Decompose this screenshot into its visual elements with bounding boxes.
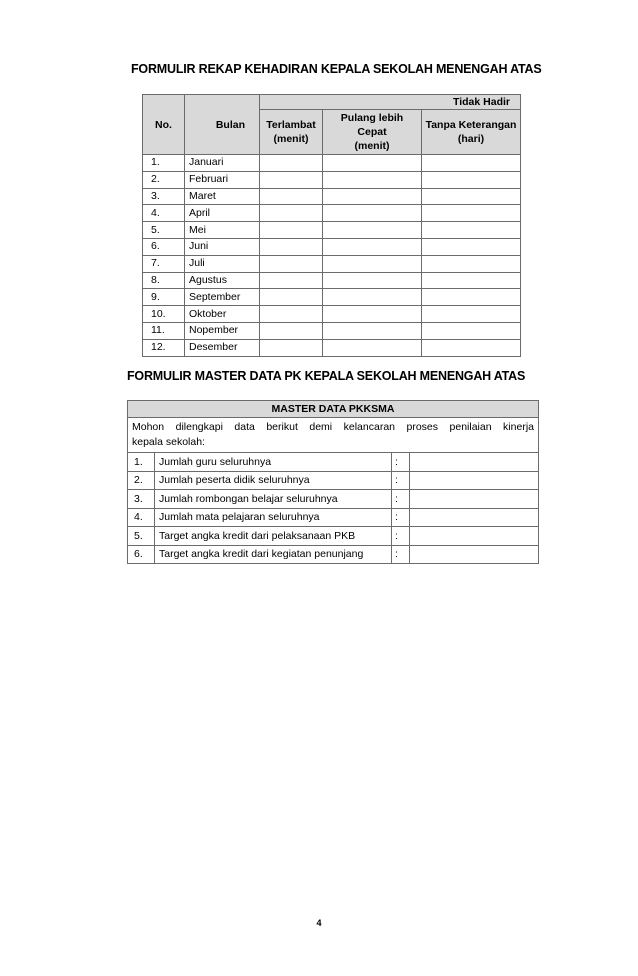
rekap-row-tanpa-input[interactable]	[422, 238, 521, 255]
master-item-no: 6.	[128, 545, 155, 564]
master-table	[127, 400, 539, 564]
rekap-row-pulang-input[interactable]	[323, 171, 422, 188]
rekap-table	[142, 94, 521, 357]
rekap-row-tanpa-input[interactable]	[422, 289, 521, 306]
header-pulang-label: Pulang lebih Cepat	[340, 112, 404, 138]
header-tidak-hadir	[260, 95, 521, 110]
master-item-label: Jumlah rombongan belajar seluruhnya	[155, 490, 392, 509]
rekap-row-terlambat-input[interactable]	[260, 171, 323, 188]
rekap-row-tanpa-input[interactable]	[422, 322, 521, 339]
rekap-row-pulang-input[interactable]	[323, 322, 422, 339]
page-number: 4	[316, 918, 322, 928]
master-item-no: 4.	[128, 508, 155, 527]
master-item-row	[128, 490, 539, 509]
rekap-row-pulang-input[interactable]	[323, 155, 422, 172]
rekap-row	[143, 339, 521, 356]
header-terlambat-unit: (menit)	[273, 133, 309, 145]
rekap-row-bulan: Januari	[185, 155, 260, 172]
rekap-row-bulan: Mei	[185, 222, 260, 239]
master-item-row	[128, 471, 539, 490]
rekap-row-no: 2.	[143, 171, 185, 188]
rekap-row-pulang-input[interactable]	[323, 238, 422, 255]
rekap-row	[143, 171, 521, 188]
rekap-row-terlambat-input[interactable]	[260, 255, 323, 272]
master-item-no: 2.	[128, 471, 155, 490]
master-item-colon: :	[392, 508, 410, 527]
header-pulang	[323, 110, 422, 155]
rekap-row	[143, 238, 521, 255]
rekap-row-bulan: April	[185, 205, 260, 222]
rekap-row-tanpa-input[interactable]	[422, 188, 521, 205]
rekap-row-no: 9.	[143, 289, 185, 306]
master-intro-line-1: Mohon dilengkapi data berikut demi kelancaran proses penilaian kinerja	[132, 421, 534, 433]
rekap-row-no: 6.	[143, 238, 185, 255]
rekap-row-terlambat-input[interactable]	[260, 289, 323, 306]
rekap-row-no: 10.	[143, 306, 185, 323]
rekap-row-bulan: Maret	[185, 188, 260, 205]
master-header-label: MASTER DATA PKKSMA	[271, 403, 395, 415]
master-item-value-input[interactable]	[410, 490, 539, 509]
rekap-row-bulan: Februari	[185, 171, 260, 188]
header-no-label: No.	[155, 118, 172, 131]
header-tanpa-label: Tanpa Keterangan	[425, 119, 517, 131]
master-item-colon: :	[392, 453, 410, 472]
rekap-row-tanpa-input[interactable]	[422, 255, 521, 272]
rekap-row-pulang-input[interactable]	[323, 255, 422, 272]
rekap-row-no: 8.	[143, 272, 185, 289]
master-item-value-input[interactable]	[410, 471, 539, 490]
rekap-row-bulan: Agustus	[185, 272, 260, 289]
rekap-row-terlambat-input[interactable]	[260, 205, 323, 222]
rekap-row-pulang-input[interactable]	[323, 306, 422, 323]
rekap-header-row-1	[143, 95, 521, 110]
master-item-row	[128, 508, 539, 527]
rekap-row-pulang-input[interactable]	[323, 289, 422, 306]
rekap-row-bulan: Desember	[185, 339, 260, 356]
rekap-row	[143, 188, 521, 205]
rekap-row	[143, 322, 521, 339]
rekap-row-tanpa-input[interactable]	[422, 171, 521, 188]
master-item-no: 1.	[128, 453, 155, 472]
master-item-colon: :	[392, 527, 410, 546]
rekap-row-pulang-input[interactable]	[323, 222, 422, 239]
master-item-row	[128, 527, 539, 546]
master-intro-row	[128, 418, 539, 453]
master-intro	[128, 418, 539, 453]
header-tanpa-unit: (hari)	[457, 133, 485, 145]
rekap-row-pulang-input[interactable]	[323, 272, 422, 289]
master-item-row	[128, 453, 539, 472]
rekap-row-terlambat-input[interactable]	[260, 238, 323, 255]
rekap-row-tanpa-input[interactable]	[422, 272, 521, 289]
rekap-row	[143, 222, 521, 239]
header-terlambat	[260, 110, 323, 155]
rekap-title: FORMULIR REKAP KEHADIRAN KEPALA SEKOLAH MENENGAH ATAS	[131, 62, 542, 76]
rekap-row-tanpa-input[interactable]	[422, 339, 521, 356]
master-item-label: Jumlah guru seluruhnya	[155, 453, 392, 472]
rekap-row-tanpa-input[interactable]	[422, 222, 521, 239]
rekap-row-no: 4.	[143, 205, 185, 222]
rekap-row-bulan: Juli	[185, 255, 260, 272]
master-item-label: Target angka kredit dari kegiatan penunjang	[155, 545, 392, 564]
rekap-row-tanpa-input[interactable]	[422, 205, 521, 222]
master-item-row	[128, 545, 539, 564]
rekap-row-bulan: September	[185, 289, 260, 306]
master-item-value-input[interactable]	[410, 545, 539, 564]
rekap-row	[143, 255, 521, 272]
rekap-row-terlambat-input[interactable]	[260, 339, 323, 356]
rekap-row-tanpa-input[interactable]	[422, 155, 521, 172]
master-item-colon: :	[392, 490, 410, 509]
header-bulan	[185, 95, 260, 155]
rekap-row-pulang-input[interactable]	[323, 188, 422, 205]
master-header	[128, 401, 539, 418]
rekap-row	[143, 272, 521, 289]
rekap-row-terlambat-input[interactable]	[260, 322, 323, 339]
rekap-row-no: 11.	[143, 322, 185, 339]
rekap-row-no: 3.	[143, 188, 185, 205]
rekap-row-no: 5.	[143, 222, 185, 239]
rekap-row	[143, 205, 521, 222]
rekap-row-no: 12.	[143, 339, 185, 356]
rekap-row-no: 7.	[143, 255, 185, 272]
rekap-row-tanpa-input[interactable]	[422, 306, 521, 323]
rekap-row	[143, 306, 521, 323]
master-intro-line-2: kepala sekolah:	[132, 436, 205, 448]
rekap-row-terlambat-input[interactable]	[260, 222, 323, 239]
rekap-row-no: 1.	[143, 155, 185, 172]
master-item-value-input[interactable]	[410, 453, 539, 472]
header-bulan-label: Bulan	[215, 118, 245, 131]
header-tanpa	[422, 110, 521, 155]
rekap-row-pulang-input[interactable]	[323, 205, 422, 222]
master-item-label: Target angka kredit dari pelaksanaan PKB	[155, 527, 392, 546]
rekap-row-pulang-input[interactable]	[323, 339, 422, 356]
rekap-row-bulan: Juni	[185, 238, 260, 255]
rekap-row-bulan: Nopember	[185, 322, 260, 339]
master-item-no: 3.	[128, 490, 155, 509]
master-item-colon: :	[392, 545, 410, 564]
rekap-row-terlambat-input[interactable]	[260, 272, 323, 289]
rekap-row-terlambat-input[interactable]	[260, 188, 323, 205]
header-tidak-hadir-label: Tidak Hadir	[453, 96, 510, 108]
master-item-label: Jumlah peserta didik seluruhnya	[155, 471, 392, 490]
master-item-colon: :	[392, 471, 410, 490]
master-item-no: 5.	[128, 527, 155, 546]
header-pulang-unit: (menit)	[354, 140, 390, 152]
master-item-value-input[interactable]	[410, 508, 539, 527]
rekap-row	[143, 155, 521, 172]
master-title: FORMULIR MASTER DATA PK KEPALA SEKOLAH MENENGAH ATAS	[127, 369, 526, 383]
rekap-row-bulan: Oktober	[185, 306, 260, 323]
master-item-label: Jumlah mata pelajaran seluruhnya	[155, 508, 392, 527]
rekap-row-terlambat-input[interactable]	[260, 306, 323, 323]
header-no	[143, 95, 185, 155]
rekap-row	[143, 289, 521, 306]
rekap-row-terlambat-input[interactable]	[260, 155, 323, 172]
header-terlambat-label: Terlambat	[266, 119, 316, 131]
master-item-value-input[interactable]	[410, 527, 539, 546]
master-header-row	[128, 401, 539, 418]
